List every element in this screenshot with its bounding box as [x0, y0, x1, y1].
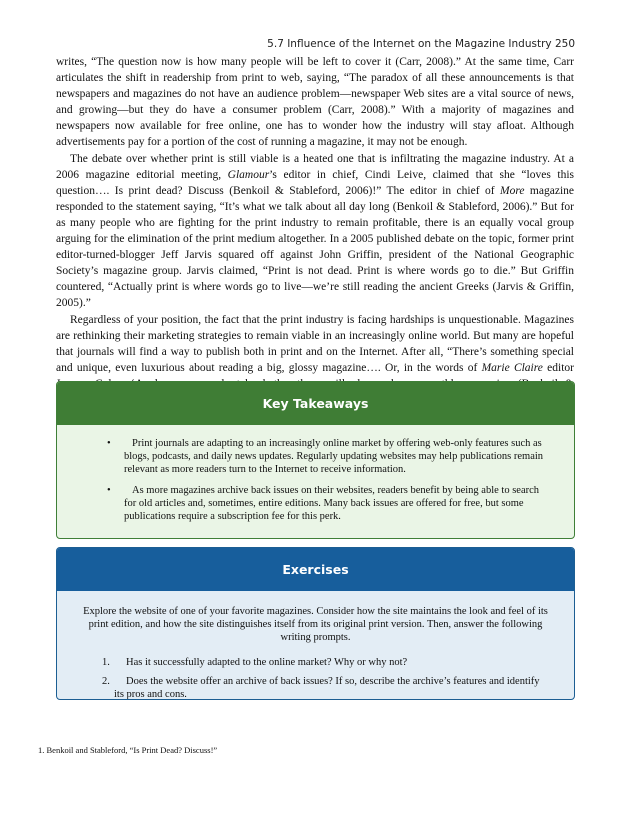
takeaway-text: Print journals are adapting to an increasingly online market by offering web-only features such as blogs, podcasts, and daily news updates. Regularly updating websites may help publications remain relevant as more readers turn to the Internet to receive information.: [124, 438, 544, 475]
more-title: More: [500, 185, 525, 197]
bullet-icon: •: [107, 438, 111, 449]
paragraph-2-part-a: The debate over whether print is still viable is a heated one that is infiltrating the magazine industry. At a 2006 magazine editorial meeting,: [56, 153, 574, 181]
exercises-intro: Explore the website of one of your favorite magazines. Consider how the site maintains the look and feel of its print edition, and how the site distinguishes itself from its original print version. Then, answer the following writing prompts.: [83, 606, 548, 643]
exercise-number: 2.: [102, 676, 110, 687]
paragraph-2: [56, 151, 574, 311]
exercise-text: Does the website offer an archive of back issues? If so, describe the archive’s features and identify its pros and cons.: [114, 676, 540, 700]
paragraph-1: writes, “The question now is how many people will be left to cover it (Carr, 2008).” At the same time, Carr articulates the shift in readership from print to web, saying, “The paradox of all these announcements is that newspapers and magazines do not have an audience problem—newspaper Web sites are a vital source of news, and growing—but they do have a consumer problem (Carr, 2008).” With a majority of magazines and newspapers now available for free online, one has to wonder how the industry will stay afloat. Although advertisements pay for a portion of the cost of running a magazine, it may not be enough.: [56, 56, 574, 148]
marie-claire-title: Marie Claire: [481, 362, 543, 374]
takeaway-item: [107, 437, 552, 476]
takeaways-list: [107, 437, 552, 523]
paragraph-2-part-c: magazine responded to the statement saying, “It’s what we talk about all day long (Benkoil & Stableford, 2006).” But for as many people who are fighting for the print industry to remain profitable, there is an equally vocal group arguing for the elimination of the print medium altogether. In a 2005 published debate on the topic, former print editor-turned-blogger Jeff Jarvis squared off against John Griffin, president of the National Geographic Society’s magazine group. Jarvis claimed, “Print is not dead. Print is where words go to die.” But Griffin countered, “Actually print is where words go to live—we’re still reading the ancient Greeks (Jarvis & Griffin, 2005).”: [56, 185, 574, 309]
exercises-list: [102, 656, 550, 700]
exercise-item: [102, 656, 550, 669]
key-takeaways-title: Key Takeaways: [57, 382, 574, 425]
exercise-number: 1.: [102, 657, 110, 668]
footnote: 1. Benkoil and Stableford, “Is Print Dead? Discuss!”: [38, 745, 218, 755]
body-text: [56, 54, 574, 408]
glamour-title: Glamour: [227, 169, 270, 181]
paragraph-3-part-b: editor: [547, 362, 574, 374]
running-head: 5.7 Influence of the Internet on the Magazine Industry 250: [267, 38, 575, 50]
exercises-title: Exercises: [57, 548, 574, 591]
paragraph-2-part-b: ’s editor in chief, Cindi Leive, claimed that she “loves this question…. Is print dead? Discuss (Benkoil & Stableford, 2006)!” The editor in chief of: [56, 169, 574, 197]
exercise-text: Has it successfully adapted to the online market? Why or why not?: [126, 657, 408, 668]
key-takeaways-box: [56, 381, 575, 539]
exercise-item: [102, 675, 550, 700]
takeaway-text: As more magazines archive back issues on their websites, readers benefit by being able to search for old articles and, sometimes, entire editions. Many back issues are offered for free, but some publications require a subscription fee for this perk.: [124, 485, 540, 522]
bullet-icon: •: [107, 485, 111, 496]
exercises-box: [56, 547, 575, 700]
paragraph-3-part-a: Regardless of your position, the fact that the print industry is facing hardships is unquestionable. Magazines are rethinking their marketing strategies to remain viable in an increasingly online world. But many are hopeful that journals will find a way to publish both in print and on the Internet. After all, “There’s something special and unique, even luxurious about reading a big, glossy magazine…. Or, in the words of: [56, 314, 574, 374]
takeaway-item: [107, 484, 552, 523]
